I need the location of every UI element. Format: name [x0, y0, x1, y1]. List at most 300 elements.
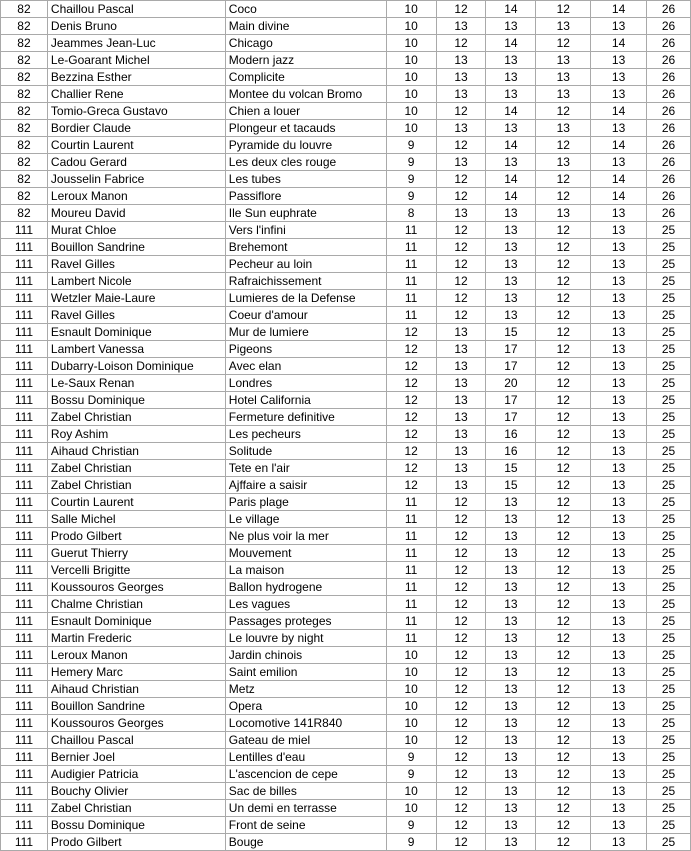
score-3-cell[interactable]: 13 [486, 222, 536, 239]
author-name-cell[interactable]: Murat Chloe [47, 222, 225, 239]
author-name-cell[interactable]: Koussouros Georges [47, 579, 225, 596]
score-1-cell[interactable]: 10 [386, 120, 436, 137]
score-5-cell[interactable]: 13 [591, 664, 647, 681]
total-cell[interactable]: 25 [647, 256, 691, 273]
rank-cell[interactable]: 111 [1, 630, 48, 647]
total-cell[interactable]: 26 [647, 35, 691, 52]
photo-title-cell[interactable]: Coco [225, 1, 386, 18]
total-cell[interactable]: 26 [647, 171, 691, 188]
score-1-cell[interactable]: 9 [386, 171, 436, 188]
score-3-cell[interactable]: 13 [486, 698, 536, 715]
total-cell[interactable]: 26 [647, 103, 691, 120]
author-name-cell[interactable]: Chaillou Pascal [47, 732, 225, 749]
score-1-cell[interactable]: 11 [386, 528, 436, 545]
score-5-cell[interactable]: 13 [591, 69, 647, 86]
total-cell[interactable]: 25 [647, 222, 691, 239]
score-1-cell[interactable]: 11 [386, 613, 436, 630]
score-5-cell[interactable]: 13 [591, 205, 647, 222]
rank-cell[interactable]: 82 [1, 1, 48, 18]
score-2-cell[interactable]: 13 [436, 358, 486, 375]
score-2-cell[interactable]: 13 [436, 205, 486, 222]
score-5-cell[interactable]: 13 [591, 273, 647, 290]
rank-cell[interactable]: 111 [1, 596, 48, 613]
score-3-cell[interactable]: 14 [486, 137, 536, 154]
photo-title-cell[interactable]: Locomotive 141R840 [225, 715, 386, 732]
score-5-cell[interactable]: 14 [591, 35, 647, 52]
photo-title-cell[interactable]: Bouge [225, 834, 386, 851]
rank-cell[interactable]: 111 [1, 528, 48, 545]
rank-cell[interactable]: 111 [1, 732, 48, 749]
score-2-cell[interactable]: 13 [436, 154, 486, 171]
rank-cell[interactable]: 111 [1, 358, 48, 375]
author-name-cell[interactable]: Bouillon Sandrine [47, 239, 225, 256]
score-1-cell[interactable]: 12 [386, 341, 436, 358]
photo-title-cell[interactable]: Chien a louer [225, 103, 386, 120]
score-5-cell[interactable]: 14 [591, 137, 647, 154]
score-3-cell[interactable]: 13 [486, 749, 536, 766]
score-3-cell[interactable]: 14 [486, 171, 536, 188]
score-4-cell[interactable]: 12 [536, 256, 591, 273]
rank-cell[interactable]: 111 [1, 817, 48, 834]
score-1-cell[interactable]: 10 [386, 715, 436, 732]
photo-title-cell[interactable]: Pecheur au loin [225, 256, 386, 273]
total-cell[interactable]: 25 [647, 715, 691, 732]
score-3-cell[interactable]: 17 [486, 358, 536, 375]
score-1-cell[interactable]: 10 [386, 783, 436, 800]
score-4-cell[interactable]: 12 [536, 324, 591, 341]
score-5-cell[interactable]: 13 [591, 800, 647, 817]
score-5-cell[interactable]: 13 [591, 749, 647, 766]
total-cell[interactable]: 25 [647, 647, 691, 664]
photo-title-cell[interactable]: Chicago [225, 35, 386, 52]
score-1-cell[interactable]: 12 [386, 426, 436, 443]
score-2-cell[interactable]: 12 [436, 35, 486, 52]
score-5-cell[interactable]: 13 [591, 477, 647, 494]
score-4-cell[interactable]: 13 [536, 18, 591, 35]
rank-cell[interactable]: 111 [1, 392, 48, 409]
total-cell[interactable]: 25 [647, 409, 691, 426]
score-2-cell[interactable]: 13 [436, 86, 486, 103]
score-5-cell[interactable]: 13 [591, 358, 647, 375]
score-4-cell[interactable]: 12 [536, 766, 591, 783]
score-4-cell[interactable]: 12 [536, 749, 591, 766]
score-5-cell[interactable]: 13 [591, 222, 647, 239]
score-3-cell[interactable]: 13 [486, 290, 536, 307]
score-1-cell[interactable]: 10 [386, 800, 436, 817]
score-4-cell[interactable]: 12 [536, 392, 591, 409]
rank-cell[interactable]: 82 [1, 18, 48, 35]
score-3-cell[interactable]: 17 [486, 392, 536, 409]
score-5-cell[interactable]: 13 [591, 290, 647, 307]
score-1-cell[interactable]: 12 [386, 375, 436, 392]
photo-title-cell[interactable]: Lentilles d'eau [225, 749, 386, 766]
photo-title-cell[interactable]: Paris plage [225, 494, 386, 511]
score-3-cell[interactable]: 13 [486, 52, 536, 69]
score-4-cell[interactable]: 12 [536, 647, 591, 664]
score-2-cell[interactable]: 12 [436, 749, 486, 766]
score-2-cell[interactable]: 12 [436, 562, 486, 579]
photo-title-cell[interactable]: Hotel California [225, 392, 386, 409]
score-2-cell[interactable]: 12 [436, 766, 486, 783]
rank-cell[interactable]: 111 [1, 613, 48, 630]
score-2-cell[interactable]: 12 [436, 188, 486, 205]
score-4-cell[interactable]: 12 [536, 528, 591, 545]
score-4-cell[interactable]: 12 [536, 443, 591, 460]
score-2-cell[interactable]: 12 [436, 715, 486, 732]
score-1-cell[interactable]: 10 [386, 664, 436, 681]
total-cell[interactable]: 25 [647, 290, 691, 307]
score-3-cell[interactable]: 13 [486, 681, 536, 698]
score-3-cell[interactable]: 13 [486, 18, 536, 35]
score-1-cell[interactable]: 10 [386, 69, 436, 86]
score-1-cell[interactable]: 10 [386, 647, 436, 664]
score-3-cell[interactable]: 17 [486, 409, 536, 426]
total-cell[interactable]: 25 [647, 307, 691, 324]
score-3-cell[interactable]: 13 [486, 783, 536, 800]
total-cell[interactable]: 26 [647, 52, 691, 69]
score-2-cell[interactable]: 12 [436, 103, 486, 120]
score-2-cell[interactable]: 13 [436, 18, 486, 35]
score-5-cell[interactable]: 13 [591, 256, 647, 273]
score-3-cell[interactable]: 13 [486, 528, 536, 545]
rank-cell[interactable]: 111 [1, 783, 48, 800]
score-2-cell[interactable]: 13 [436, 52, 486, 69]
total-cell[interactable]: 26 [647, 86, 691, 103]
score-3-cell[interactable]: 13 [486, 120, 536, 137]
total-cell[interactable]: 25 [647, 273, 691, 290]
score-3-cell[interactable]: 13 [486, 647, 536, 664]
score-5-cell[interactable]: 13 [591, 426, 647, 443]
score-1-cell[interactable]: 12 [386, 324, 436, 341]
photo-title-cell[interactable]: Solitude [225, 443, 386, 460]
total-cell[interactable]: 25 [647, 596, 691, 613]
score-2-cell[interactable]: 12 [436, 1, 486, 18]
score-1-cell[interactable]: 11 [386, 239, 436, 256]
score-3-cell[interactable]: 13 [486, 766, 536, 783]
author-name-cell[interactable]: Dubarry-Loison Dominique [47, 358, 225, 375]
author-name-cell[interactable]: Challier Rene [47, 86, 225, 103]
score-2-cell[interactable]: 13 [436, 341, 486, 358]
total-cell[interactable]: 25 [647, 817, 691, 834]
score-1-cell[interactable]: 11 [386, 511, 436, 528]
author-name-cell[interactable]: Le-Goarant Michel [47, 52, 225, 69]
score-5-cell[interactable]: 13 [591, 545, 647, 562]
photo-title-cell[interactable]: Passiflore [225, 188, 386, 205]
rank-cell[interactable]: 111 [1, 511, 48, 528]
score-4-cell[interactable]: 12 [536, 715, 591, 732]
score-5-cell[interactable]: 13 [591, 698, 647, 715]
author-name-cell[interactable]: Moureu David [47, 205, 225, 222]
score-3-cell[interactable]: 13 [486, 239, 536, 256]
photo-title-cell[interactable]: Mur de lumiere [225, 324, 386, 341]
score-3-cell[interactable]: 13 [486, 562, 536, 579]
score-2-cell[interactable]: 12 [436, 239, 486, 256]
photo-title-cell[interactable]: Pigeons [225, 341, 386, 358]
photo-title-cell[interactable]: Plongeur et tacauds [225, 120, 386, 137]
photo-title-cell[interactable]: Tete en l'air [225, 460, 386, 477]
score-2-cell[interactable]: 13 [436, 477, 486, 494]
total-cell[interactable]: 25 [647, 613, 691, 630]
score-1-cell[interactable]: 12 [386, 358, 436, 375]
rank-cell[interactable]: 111 [1, 290, 48, 307]
author-name-cell[interactable]: Esnault Dominique [47, 324, 225, 341]
photo-title-cell[interactable]: Ballon hydrogene [225, 579, 386, 596]
score-4-cell[interactable]: 13 [536, 69, 591, 86]
score-3-cell[interactable]: 15 [486, 324, 536, 341]
author-name-cell[interactable]: Esnault Dominique [47, 613, 225, 630]
score-5-cell[interactable]: 13 [591, 460, 647, 477]
score-4-cell[interactable]: 12 [536, 460, 591, 477]
author-name-cell[interactable]: Bordier Claude [47, 120, 225, 137]
score-2-cell[interactable]: 12 [436, 528, 486, 545]
total-cell[interactable]: 25 [647, 375, 691, 392]
score-4-cell[interactable]: 12 [536, 817, 591, 834]
score-2-cell[interactable]: 13 [436, 460, 486, 477]
score-1-cell[interactable]: 9 [386, 817, 436, 834]
score-2-cell[interactable]: 12 [436, 630, 486, 647]
author-name-cell[interactable]: Bezzina Esther [47, 69, 225, 86]
rank-cell[interactable]: 111 [1, 494, 48, 511]
score-4-cell[interactable]: 12 [536, 103, 591, 120]
score-4-cell[interactable]: 12 [536, 630, 591, 647]
total-cell[interactable]: 25 [647, 749, 691, 766]
author-name-cell[interactable]: Cadou Gerard [47, 154, 225, 171]
author-name-cell[interactable]: Vercelli Brigitte [47, 562, 225, 579]
score-1-cell[interactable]: 9 [386, 137, 436, 154]
total-cell[interactable]: 25 [647, 324, 691, 341]
total-cell[interactable]: 25 [647, 477, 691, 494]
total-cell[interactable]: 26 [647, 1, 691, 18]
score-1-cell[interactable]: 11 [386, 307, 436, 324]
score-4-cell[interactable]: 12 [536, 664, 591, 681]
score-3-cell[interactable]: 13 [486, 86, 536, 103]
score-4-cell[interactable]: 12 [536, 307, 591, 324]
rank-cell[interactable]: 111 [1, 256, 48, 273]
rank-cell[interactable]: 111 [1, 341, 48, 358]
photo-title-cell[interactable]: Pyramide du louvre [225, 137, 386, 154]
score-1-cell[interactable]: 12 [386, 443, 436, 460]
score-5-cell[interactable]: 13 [591, 307, 647, 324]
total-cell[interactable]: 25 [647, 766, 691, 783]
score-3-cell[interactable]: 13 [486, 732, 536, 749]
score-4-cell[interactable]: 12 [536, 545, 591, 562]
score-4-cell[interactable]: 12 [536, 511, 591, 528]
total-cell[interactable]: 26 [647, 18, 691, 35]
score-3-cell[interactable]: 13 [486, 800, 536, 817]
author-name-cell[interactable]: Courtin Laurent [47, 494, 225, 511]
author-name-cell[interactable]: Zabel Christian [47, 800, 225, 817]
score-5-cell[interactable]: 13 [591, 613, 647, 630]
photo-title-cell[interactable]: Jardin chinois [225, 647, 386, 664]
score-5-cell[interactable]: 14 [591, 103, 647, 120]
author-name-cell[interactable]: Ravel Gilles [47, 256, 225, 273]
author-name-cell[interactable]: Aihaud Christian [47, 681, 225, 698]
score-2-cell[interactable]: 12 [436, 545, 486, 562]
score-3-cell[interactable]: 14 [486, 188, 536, 205]
rank-cell[interactable]: 111 [1, 222, 48, 239]
photo-title-cell[interactable]: Un demi en terrasse [225, 800, 386, 817]
photo-title-cell[interactable]: Passages proteges [225, 613, 386, 630]
author-name-cell[interactable]: Hemery Marc [47, 664, 225, 681]
score-3-cell[interactable]: 13 [486, 579, 536, 596]
score-1-cell[interactable]: 12 [386, 477, 436, 494]
rank-cell[interactable]: 111 [1, 766, 48, 783]
author-name-cell[interactable]: Prodo Gilbert [47, 834, 225, 851]
score-3-cell[interactable]: 16 [486, 426, 536, 443]
total-cell[interactable]: 25 [647, 834, 691, 851]
rank-cell[interactable]: 111 [1, 409, 48, 426]
total-cell[interactable]: 25 [647, 698, 691, 715]
score-1-cell[interactable]: 8 [386, 205, 436, 222]
photo-title-cell[interactable]: Rafraichissement [225, 273, 386, 290]
rank-cell[interactable]: 82 [1, 154, 48, 171]
photo-title-cell[interactable]: Le village [225, 511, 386, 528]
total-cell[interactable]: 26 [647, 154, 691, 171]
total-cell[interactable]: 25 [647, 239, 691, 256]
author-name-cell[interactable]: Koussouros Georges [47, 715, 225, 732]
score-5-cell[interactable]: 13 [591, 443, 647, 460]
score-3-cell[interactable]: 13 [486, 613, 536, 630]
score-4-cell[interactable]: 12 [536, 732, 591, 749]
score-3-cell[interactable]: 13 [486, 205, 536, 222]
rank-cell[interactable]: 111 [1, 562, 48, 579]
photo-title-cell[interactable]: Le louvre by night [225, 630, 386, 647]
photo-title-cell[interactable]: Les vagues [225, 596, 386, 613]
photo-title-cell[interactable]: Brehemont [225, 239, 386, 256]
score-4-cell[interactable]: 12 [536, 579, 591, 596]
score-4-cell[interactable]: 12 [536, 35, 591, 52]
score-5-cell[interactable]: 13 [591, 375, 647, 392]
score-2-cell[interactable]: 13 [436, 392, 486, 409]
score-5-cell[interactable]: 13 [591, 834, 647, 851]
rank-cell[interactable]: 82 [1, 120, 48, 137]
total-cell[interactable]: 25 [647, 545, 691, 562]
photo-title-cell[interactable]: Ile Sun euphrate [225, 205, 386, 222]
score-2-cell[interactable]: 12 [436, 273, 486, 290]
photo-title-cell[interactable]: Mouvement [225, 545, 386, 562]
score-1-cell[interactable]: 9 [386, 749, 436, 766]
score-1-cell[interactable]: 11 [386, 579, 436, 596]
score-5-cell[interactable]: 13 [591, 681, 647, 698]
photo-title-cell[interactable]: Saint emilion [225, 664, 386, 681]
score-1-cell[interactable]: 11 [386, 222, 436, 239]
rank-cell[interactable]: 82 [1, 171, 48, 188]
photo-title-cell[interactable]: Gateau de miel [225, 732, 386, 749]
score-4-cell[interactable]: 12 [536, 188, 591, 205]
score-5-cell[interactable]: 13 [591, 817, 647, 834]
score-5-cell[interactable]: 13 [591, 494, 647, 511]
score-5-cell[interactable]: 13 [591, 52, 647, 69]
score-2-cell[interactable]: 12 [436, 783, 486, 800]
author-name-cell[interactable]: Zabel Christian [47, 477, 225, 494]
total-cell[interactable]: 25 [647, 528, 691, 545]
photo-title-cell[interactable]: Coeur d'amour [225, 307, 386, 324]
score-4-cell[interactable]: 12 [536, 426, 591, 443]
photo-title-cell[interactable]: Ne plus voir la mer [225, 528, 386, 545]
total-cell[interactable]: 25 [647, 783, 691, 800]
score-1-cell[interactable]: 12 [386, 460, 436, 477]
score-4-cell[interactable]: 12 [536, 477, 591, 494]
score-1-cell[interactable]: 9 [386, 188, 436, 205]
author-name-cell[interactable]: Chalme Christian [47, 596, 225, 613]
score-4-cell[interactable]: 12 [536, 1, 591, 18]
rank-cell[interactable]: 111 [1, 698, 48, 715]
rank-cell[interactable]: 111 [1, 307, 48, 324]
total-cell[interactable]: 25 [647, 579, 691, 596]
score-5-cell[interactable]: 13 [591, 596, 647, 613]
score-1-cell[interactable]: 10 [386, 698, 436, 715]
photo-title-cell[interactable]: Front de seine [225, 817, 386, 834]
score-5-cell[interactable]: 13 [591, 154, 647, 171]
rank-cell[interactable]: 82 [1, 86, 48, 103]
score-4-cell[interactable]: 12 [536, 613, 591, 630]
score-4-cell[interactable]: 12 [536, 239, 591, 256]
score-2-cell[interactable]: 12 [436, 681, 486, 698]
score-1-cell[interactable]: 12 [386, 392, 436, 409]
score-4-cell[interactable]: 12 [536, 341, 591, 358]
score-4-cell[interactable]: 13 [536, 86, 591, 103]
score-2-cell[interactable]: 12 [436, 137, 486, 154]
photo-title-cell[interactable]: Sac de billes [225, 783, 386, 800]
score-5-cell[interactable]: 14 [591, 171, 647, 188]
score-3-cell[interactable]: 14 [486, 1, 536, 18]
score-1-cell[interactable]: 11 [386, 630, 436, 647]
total-cell[interactable]: 25 [647, 664, 691, 681]
score-5-cell[interactable]: 13 [591, 630, 647, 647]
score-1-cell[interactable]: 11 [386, 562, 436, 579]
score-3-cell[interactable]: 14 [486, 103, 536, 120]
score-2-cell[interactable]: 12 [436, 290, 486, 307]
score-3-cell[interactable]: 13 [486, 256, 536, 273]
score-5-cell[interactable]: 13 [591, 766, 647, 783]
photo-title-cell[interactable]: L'ascencion de cepe [225, 766, 386, 783]
score-2-cell[interactable]: 13 [436, 324, 486, 341]
author-name-cell[interactable]: Martin Frederic [47, 630, 225, 647]
score-1-cell[interactable]: 10 [386, 86, 436, 103]
score-4-cell[interactable]: 12 [536, 171, 591, 188]
total-cell[interactable]: 25 [647, 460, 691, 477]
score-4-cell[interactable]: 13 [536, 205, 591, 222]
rank-cell[interactable]: 82 [1, 137, 48, 154]
score-1-cell[interactable]: 11 [386, 494, 436, 511]
score-5-cell[interactable]: 13 [591, 579, 647, 596]
rank-cell[interactable]: 82 [1, 52, 48, 69]
score-3-cell[interactable]: 13 [486, 630, 536, 647]
total-cell[interactable]: 25 [647, 392, 691, 409]
photo-title-cell[interactable]: Complicite [225, 69, 386, 86]
author-name-cell[interactable]: Guerut Thierry [47, 545, 225, 562]
author-name-cell[interactable]: Roy Ashim [47, 426, 225, 443]
total-cell[interactable]: 25 [647, 494, 691, 511]
author-name-cell[interactable]: Salle Michel [47, 511, 225, 528]
score-1-cell[interactable]: 11 [386, 256, 436, 273]
score-2-cell[interactable]: 12 [436, 511, 486, 528]
score-4-cell[interactable]: 12 [536, 834, 591, 851]
author-name-cell[interactable]: Wetzler Maie-Laure [47, 290, 225, 307]
score-5-cell[interactable]: 14 [591, 1, 647, 18]
score-2-cell[interactable]: 12 [436, 171, 486, 188]
score-3-cell[interactable]: 16 [486, 443, 536, 460]
total-cell[interactable]: 26 [647, 120, 691, 137]
author-name-cell[interactable]: Bouillon Sandrine [47, 698, 225, 715]
score-2-cell[interactable]: 12 [436, 664, 486, 681]
score-4-cell[interactable]: 12 [536, 409, 591, 426]
photo-title-cell[interactable]: Londres [225, 375, 386, 392]
score-1-cell[interactable]: 11 [386, 596, 436, 613]
score-1-cell[interactable]: 10 [386, 35, 436, 52]
score-3-cell[interactable]: 13 [486, 834, 536, 851]
author-name-cell[interactable]: Denis Bruno [47, 18, 225, 35]
